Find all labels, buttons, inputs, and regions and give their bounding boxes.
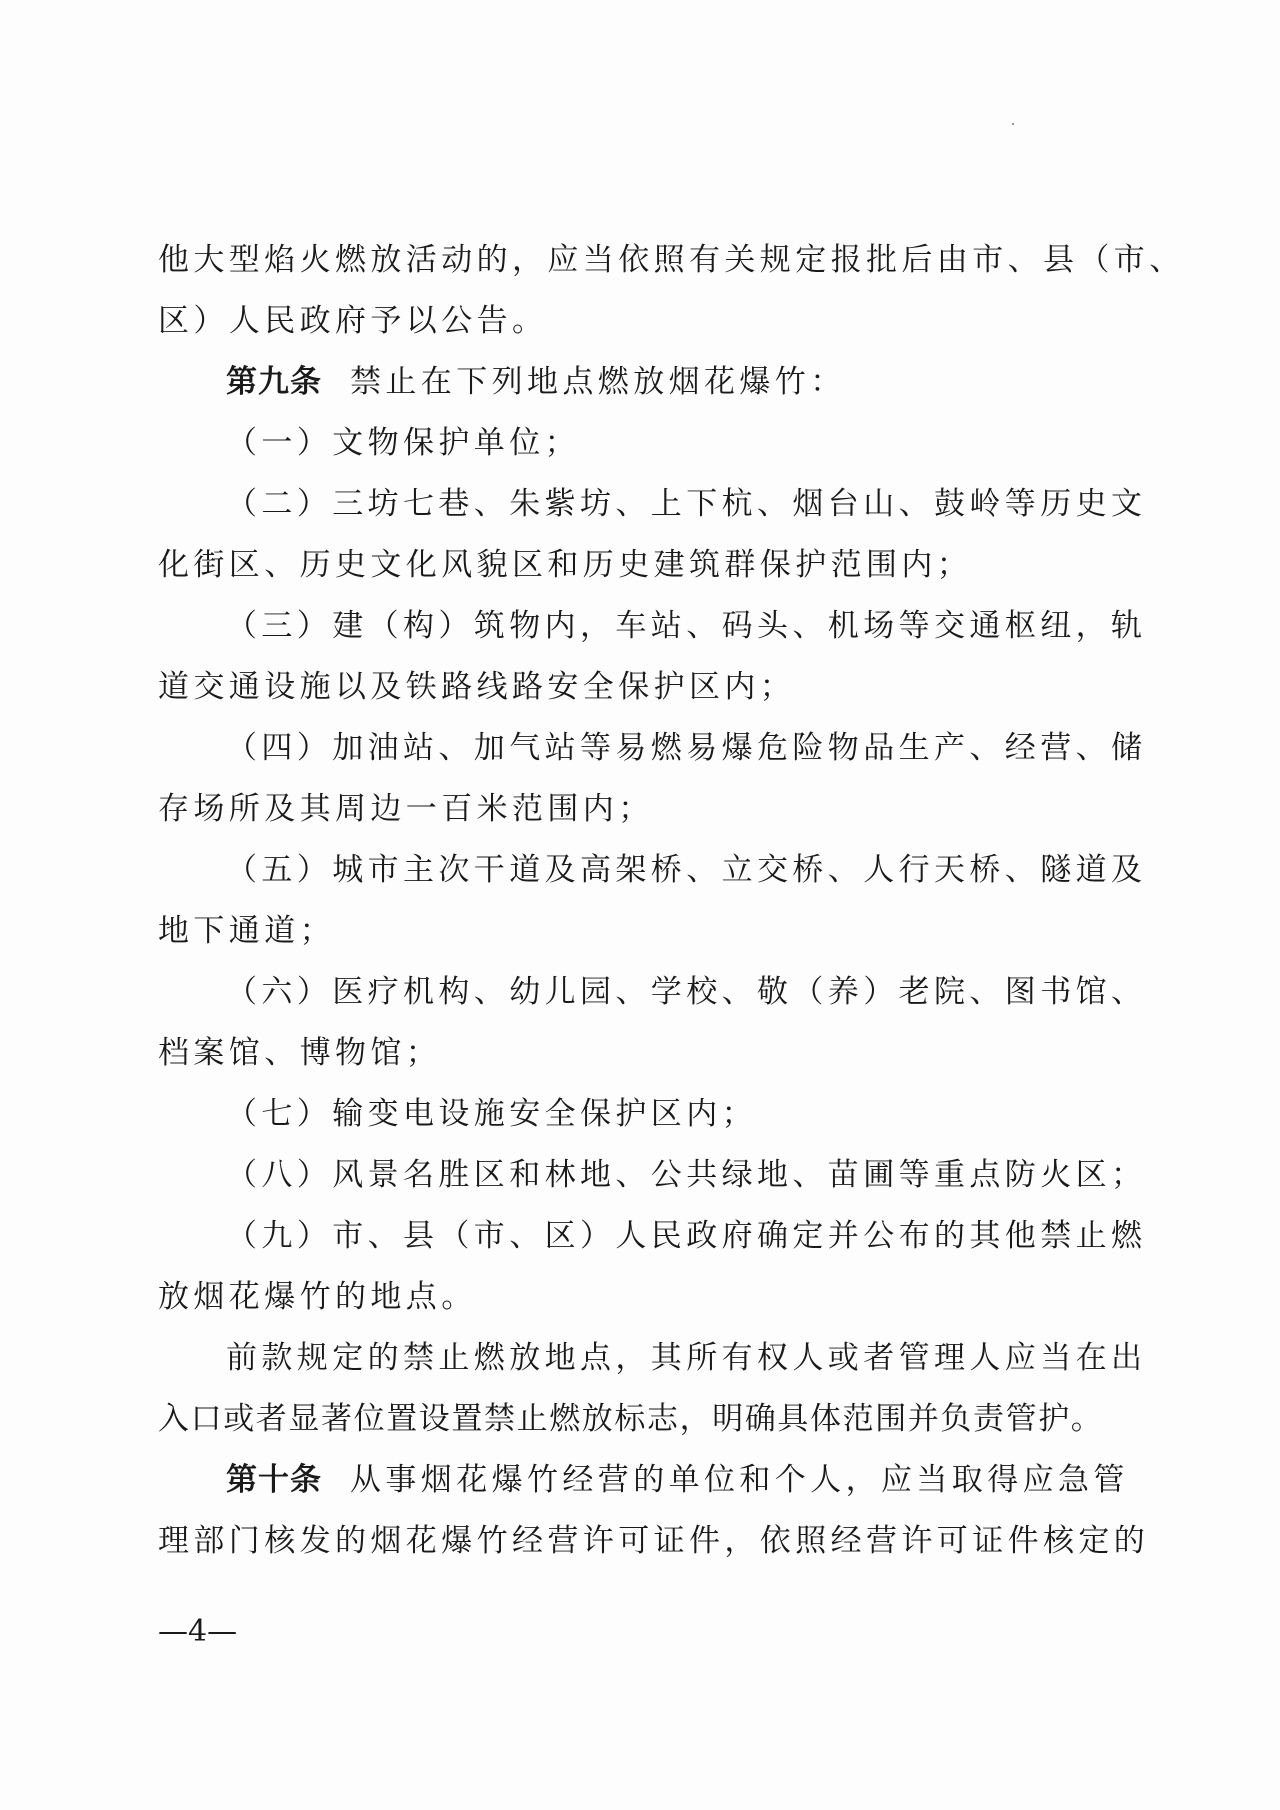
text-line: 档案馆、博物馆； <box>158 1035 442 1071</box>
text-line: 区）人民政府予以公告。 <box>158 303 548 339</box>
text-line: 地下通道； <box>158 913 335 949</box>
article-number: 第十条 <box>226 1462 322 1498</box>
article-text: 从事烟花爆竹经营的单位和个人，应当取得应急管 <box>350 1462 1129 1498</box>
article-number: 第九条 <box>226 364 322 400</box>
scan-speck <box>1012 123 1014 125</box>
list-item: （二）三坊七巷、朱紫坊、上下杭、烟台山、鼓岭等历史文 <box>226 486 1147 522</box>
text-line: 理部门核发的烟花爆竹经营许可证件，依照经营许可证件核定的 <box>158 1523 1150 1559</box>
list-item: （四）加油站、加气站等易燃易爆危险物品生产、经营、储 <box>226 730 1147 766</box>
list-item: （八）风景名胜区和林地、公共绿地、苗圃等重点防火区； <box>226 1157 1147 1193</box>
document-body <box>158 230 1185 1572</box>
list-item: （九）市、县（市、区）人民政府确定并公布的其他禁止燃 <box>226 1218 1147 1254</box>
text-line: 道交通设施以及铁路线路安全保护区内； <box>158 669 796 705</box>
text-line: 入口或者显著位置设置禁止燃放标志，明确具体范围并负责管护。 <box>158 1401 1104 1437</box>
list-item: （六）医疗机构、幼儿园、学校、敬（养）老院、图书馆、 <box>226 974 1147 1010</box>
article-heading-line <box>158 1450 1129 1511</box>
text-line: 他大型焰火燃放活动的，应当依照有关规定报批后由市、县（市、 <box>158 242 1185 278</box>
article-heading-line <box>158 352 1098 413</box>
page-number: —4— <box>158 1614 238 1649</box>
list-item: （一）文物保护单位； <box>226 425 580 461</box>
article-text: 禁止在下列地点燃放烟花爆竹： <box>350 364 846 400</box>
text-line: 化街区、历史文化风貌区和历史建筑群保护范围内； <box>158 547 973 583</box>
list-item: （五）城市主次干道及高架桥、立交桥、人行天桥、隧道及 <box>226 852 1147 888</box>
list-item: （三）建（构）筑物内，车站、码头、机场等交通枢纽，轨 <box>226 608 1147 644</box>
list-item: （七）输变电设施安全保护区内； <box>226 1096 757 1132</box>
paragraph-line: 前款规定的禁止燃放地点，其所有权人或者管理人应当在出 <box>226 1340 1147 1376</box>
text-line: 放烟花爆竹的地点。 <box>158 1279 477 1315</box>
text-line: 存场所及其周边一百米范围内； <box>158 791 654 827</box>
